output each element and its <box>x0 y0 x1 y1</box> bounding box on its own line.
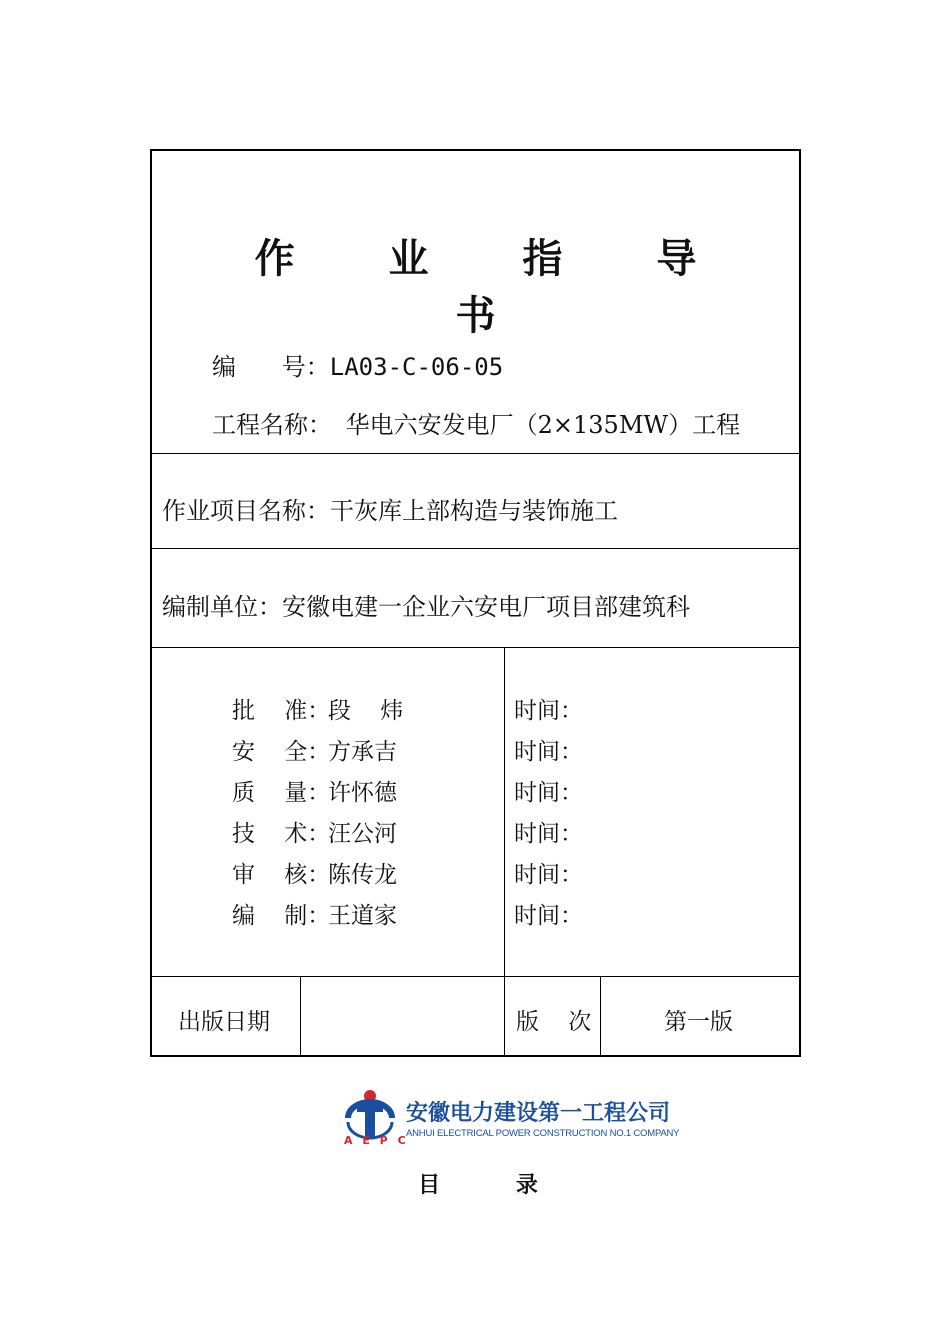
time-label: 时间： <box>514 821 583 847</box>
signature-role: 批 准： <box>232 698 331 724</box>
signature-name: 陈传龙 <box>328 862 397 888</box>
code-value: LA03-C-06-05 <box>329 353 504 381</box>
divider <box>152 548 799 549</box>
signature-name: 许怀德 <box>328 780 397 806</box>
signature-role: 编 制： <box>232 903 331 929</box>
signature-role: 技 术： <box>232 821 331 847</box>
column-divider <box>504 647 505 1055</box>
work-item-value: 干灰库上部构造与装饰施工 <box>330 497 618 525</box>
edition-value: 第一版 <box>664 1009 733 1035</box>
signature-row <box>232 856 397 889</box>
signature-name: 方承吉 <box>328 739 397 765</box>
company-logo <box>344 1088 680 1152</box>
cover-form <box>150 149 801 1057</box>
time-label: 时间： <box>514 780 583 806</box>
code-label: 编 号： <box>212 353 330 381</box>
signature-row <box>232 897 397 930</box>
edition-label: 版 次 <box>516 1009 592 1035</box>
company-abbr: A E P C <box>344 1134 409 1147</box>
column-divider <box>300 976 301 1055</box>
project-value: 华电六安发电厂（2×135MW）工程 <box>345 411 741 439</box>
signature-name: 汪公河 <box>328 821 397 847</box>
time-label: 时间： <box>514 903 583 929</box>
compiling-unit <box>162 587 690 622</box>
company-name-en: ANHUI ELECTRICAL POWER CONSTRUCTION NO.1 COMPANY <box>406 1128 680 1139</box>
project-name <box>212 405 740 440</box>
signature-role: 质 量： <box>232 780 331 806</box>
signature-row <box>232 815 397 848</box>
column-divider <box>600 976 601 1055</box>
work-item-label: 作业项目名称： <box>162 497 330 525</box>
document-code <box>212 347 503 382</box>
signature-row <box>232 774 397 807</box>
divider <box>152 453 799 454</box>
signature-row <box>232 692 403 725</box>
unit-label: 编制单位： <box>162 593 282 621</box>
work-item <box>162 491 618 526</box>
signature-role: 安 全： <box>232 739 331 765</box>
publish-date-label: 出版日期 <box>178 1009 270 1035</box>
time-label: 时间： <box>514 862 583 888</box>
divider <box>152 647 799 648</box>
signature-name: 王道家 <box>328 903 397 929</box>
project-label: 工程名称： <box>212 411 332 439</box>
company-name-cn: 安徽电力建设第一工程公司 <box>406 1101 671 1126</box>
signature-row <box>232 733 397 766</box>
document-title: 作 业 指 导 书 <box>254 236 737 339</box>
divider <box>152 976 799 977</box>
time-label: 时间： <box>514 739 583 765</box>
unit-value: 安徽电建一企业六安电厂项目部建筑科 <box>282 593 690 621</box>
toc-heading: 目 录 <box>418 1173 572 1198</box>
signature-role: 审 核： <box>232 862 331 888</box>
signature-name: 段 炜 <box>328 698 404 724</box>
time-label: 时间： <box>514 698 583 724</box>
